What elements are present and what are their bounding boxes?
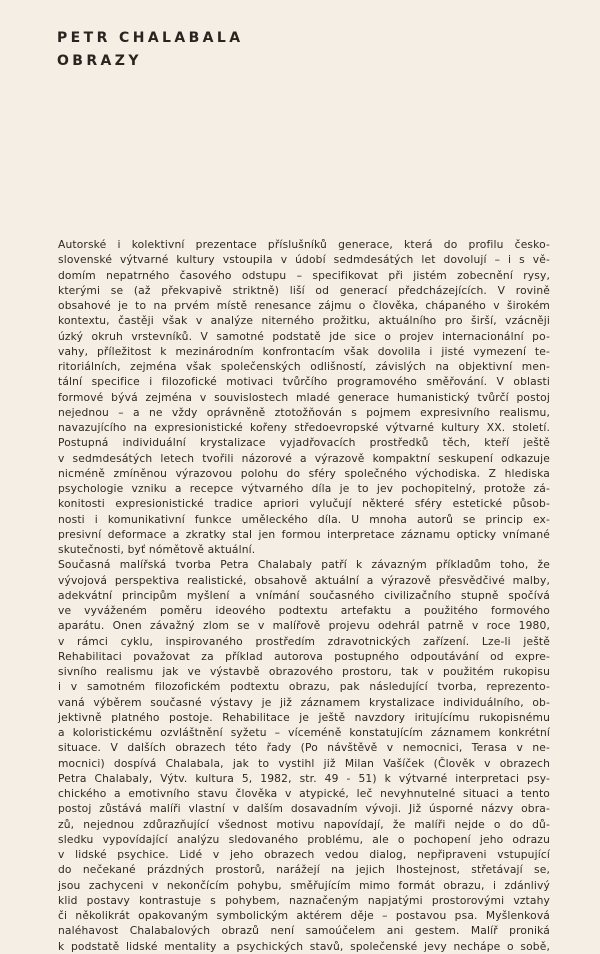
text-line: tální specifice i filozofické motivaci tvůrčího programového směřování. V oblasti — [58, 375, 550, 389]
text-line: slovenské výtvarné kultury vstoupila v údobí sedmdesátých let dovolují – i s vě- — [58, 253, 550, 267]
text-line: Rehabilitaci považovat za příklad autorova postupného odpoutávání od expre- — [58, 649, 550, 663]
text-line: psychologie vzniku a recepce výtvarného díla je to jev pochopitelný, protože zá- — [58, 482, 550, 495]
text-line: klid postavy kontrastuje s pohybem, naznačeným napjatými prostorovými vztahy — [58, 893, 550, 907]
text-line: a koloristickému ozvláštnění syžetu – víceméně konstatujícím záznamem konkrétní — [58, 726, 550, 739]
text-line: Autorské i kolektivní prezentace příslušníků generace, která do profilu česko- — [58, 238, 550, 251]
text-line: vahy, příležitost k mezinárodním konfrontacím však dovolila i jisté vymezení te- — [58, 344, 550, 358]
text-line: úzký okruh vrstevníků. V samotné podstatě jde sice o projev internacionální po- — [58, 329, 550, 343]
text-line: naléhavost Chalabalových obrazů není samoúčelem ani gestem. Malíř proniká — [58, 924, 550, 938]
document-title: OBRAZY — [57, 53, 142, 69]
text-line: kterými se (až překvapivě striktně) liší od generací předcházejících. V rovině — [58, 283, 550, 297]
text-line: Současná malířská tvorba Petra Chalabaly patří k závazným příkladům toho, že — [58, 558, 550, 572]
text-line: situace. V dalších obrazech této řady (Po návštěvě v nemocnici, Terasa v ne- — [58, 741, 550, 755]
text-line: nicméně zmíněnou výrazovou polohu do sféry společného východiska. Z hlediska — [58, 466, 550, 480]
author-name: PETR CHALABALA — [57, 30, 244, 46]
text-line: nejednou – a ne vždy oprávněně ztotožňován s pojmem expresivního realismu, — [58, 405, 550, 419]
text-line: Postupná individuální krystalizace vyjadřovacích prostředků těch, kteří ještě — [58, 436, 550, 450]
text-line: ve vyváženém poměru ideového podtextu artefaktu a použitého formového — [58, 604, 550, 617]
text-line: postoj zůstává malíři vlastní v dalším dosavadním vývoji. Již úsporné názvy obra- — [58, 802, 550, 816]
text-line: navazujícího na expresionistické kořeny středoevropské výtvarné kultury XX. století. — [58, 421, 550, 434]
text-line: sledku vypovídající analýzu sledovaného problému, ale o pochopení jeho odrazu — [58, 832, 550, 846]
text-line: jektivně platného postoje. Rehabilitace je ještě navzdory iritujícímu rukopisnému — [58, 710, 550, 724]
text-line: kontextu, častěji však v analýze niterného prožitku, aktuálního pro širší, vzácněji — [58, 314, 550, 328]
text-line: adekvátní principům myšlení a vnímání současného civilizačního stupně spočívá — [58, 588, 550, 602]
text-line: ritoriálních, zejména však společenských odlišností, závislých na objektivní men- — [58, 360, 550, 373]
text-line: obsahové je to na prvém místě renesance zájmu o člověka, chápaného v širokém — [58, 299, 550, 312]
text-line: do nečekané prázdných prostorů, narážejí na jejich lhostejnost, střetávají se, — [58, 863, 550, 877]
text-line: konitosti expresionistické tradice apriori vylučují některé sféry estetické působ- — [58, 497, 550, 511]
text-line: v rámci cyklu, inspirovaného prostředím zdravotnických zařízení. Lze-li ještě — [58, 634, 550, 648]
text-line: vaná výběrem současné výstavy je již záznamem krystalizace individuálního, ob- — [58, 695, 550, 709]
text-line: jsou zachyceni v nekončícím pohybu, směřujícím mimo formát obrazu, i zdánlivý — [58, 878, 550, 892]
text-line: Petra Chalabaly, Výtv. kultura 5, 1982, str. 49 - 51) k výtvarné interpretaci psy- — [58, 771, 550, 785]
text-line: presivní deformace a zkratky stal jen formou interpretace záznamu opticky vnímané — [58, 527, 550, 541]
text-line: skutečnosti, byť nómětově aktuální. — [58, 543, 256, 556]
text-line: aparátu. Onen závažný zlom se v malířově projevu odehrál patrně v roce 1980, — [58, 619, 550, 633]
body-text — [58, 237, 550, 954]
text-line: či několikrát opakovaným symbolickým aktérem děje – postavou psa. Myšlenková — [58, 909, 550, 922]
text-line: k podstatě lidské mentality a psychických stavů, společenské jevy nechápe o sobě, — [58, 939, 550, 953]
text-line: mocnici) dospívá Chalabala, jak to vystihl již Milan Vašíček (Člověk v obrazech — [58, 756, 550, 770]
text-line: i v samotném filozofickém podtextu obrazu, pak následující tvorba, reprezento- — [58, 680, 550, 694]
text-line: vývojová perspektiva realistické, obsahově aktuální a výrazově přesvědčivé malby, — [58, 573, 550, 587]
text-line: chického a emotivního stavu člověka v atypické, leč nevyhnutelné situaci a tento — [58, 787, 550, 800]
text-line: zů, nejednou zdůrazňující všednost motivu napovídají, že malíři nejde o do dů- — [58, 817, 550, 831]
text-line: v lidské psychice. Lidé v jeho obrazech vedou dialog, nepřipraveni vstupující — [58, 848, 550, 861]
text-line: sivního realismu jak ve výstavbě obrazového prostoru, tak v použitém rukopisu — [58, 665, 550, 678]
text-line: nosti i komunikativní funkce uměleckého díla. U mnoha autorů se princip ex- — [58, 512, 550, 526]
text-line: domím nepatrného časového odstupu – specifikovat při jistém zobecnění rysy, — [58, 268, 550, 282]
document-heading — [57, 27, 243, 73]
text-line: formové bývá zejména v souvislostech mladé generace humanistický tvůrčí postoj — [58, 390, 550, 404]
text-line: v sedmdesátých letech tvořili názorové a výrazově kompaktní seskupení odkazuje — [58, 451, 550, 465]
